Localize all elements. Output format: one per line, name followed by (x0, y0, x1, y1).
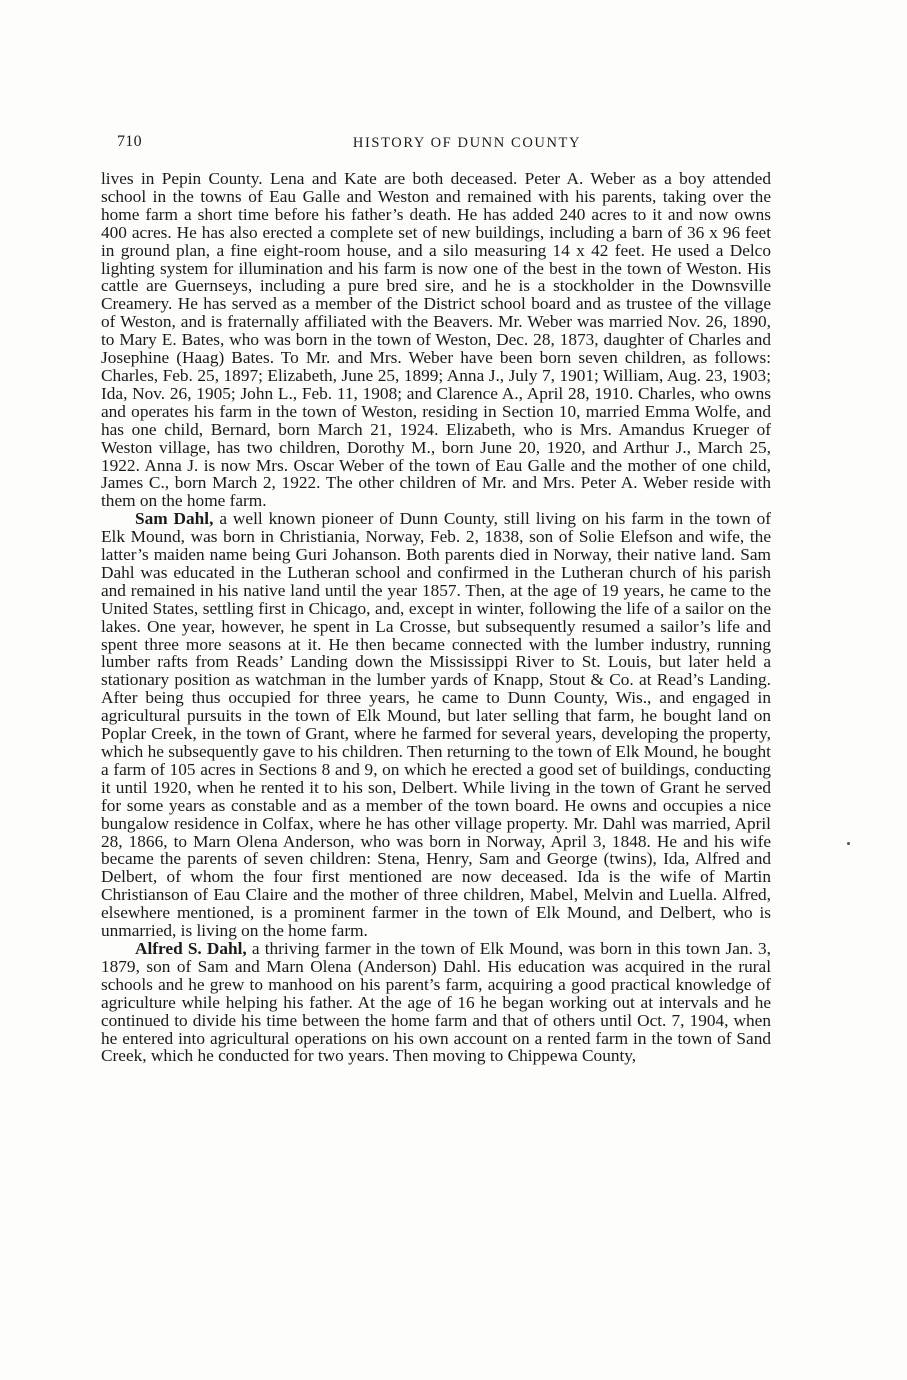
body-text (101, 170, 771, 1065)
page-number: 710 (117, 133, 142, 150)
paragraph-text: a thriving farmer in the town of Elk Mound, was born in this town Jan. 3, 1879, son of Sam and Marn Olena (Anderson) Dahl. His education was acquired in the rural schools and he grew to manhood on his parent’s farm, acquiring a good practical knowledge of agriculture while helping his father. At the age of 16 he began working out at intervals and he continued to divide his time between the home farm and that of others until Oct. 7, 1904, when he entered into agricultural operations on his own account on a rented farm in the town of Sand Creek, which he conducted for two years. Then moving to Chippewa County, (101, 938, 771, 1066)
running-title: HISTORY OF DUNN COUNTY (352, 135, 582, 151)
paragraph-lead-name: Sam Dahl, (135, 509, 214, 529)
paragraph-lead-name: Alfred S. Dahl, (135, 938, 247, 958)
paragraph-weber-family (101, 170, 771, 510)
paragraph-text: lives in Pepin County. Lena and Kate are both deceased. Peter A. Weber as a boy attended school in the towns of Eau Galle and Weston and remained with his parents, taking over the home farm a short time before his father’s death. He has added 240 acres to it and now owns 400 acres. He has also erected a complete set of new buildings, including a barn of 36 x 96 feet in ground plan, a fine eight-room house, and a silo measuring 14 x 42 feet. He used a Delco lighting system for illumination and his farm is now one of the best in the town of Weston. His cattle are Guernseys, including a pure bred sire, and he is a stockholder in the Downsville Creamery. He has served as a member of the District school board and as trustee of the village of Weston, and is fraternally affiliated with the Beavers. Mr. Weber was married Nov. 26, 1890, to Mary E. Bates, who was born in the town of Weston, Dec. 28, 1873, daughter of Charles and Josephine (Haag) Bates. To Mr. and Mrs. Weber have been born seven children, as follows: Charles, Feb. 25, 1897; Elizabeth, June 25, 1899; Anna J., July 7, 1901; William, Aug. 23, 1903; Ida, Nov. 26, 1905; John L., Feb. 11, 1908; and Clarence A., April 28, 1910. Charles, who owns and operates his farm in the town of Weston, residing in Section 10, married Emma Wolfe, and has one child, Bernard, born March 21, 1924. Elizabeth, who is Mrs. Amandus Krueger of Weston village, has two children, Dorothy M., born June 20, 1920, and Arthur J., March 25, 1922. Anna J. is now Mrs. Oscar Weber of the town of Eau Galle and the mother of one child, James C., born March 2, 1922. The other children of Mr. and Mrs. Peter A. Weber reside with them on the home farm. (101, 169, 771, 511)
paragraph-alfred-dahl (101, 940, 771, 1065)
page-header (117, 133, 777, 155)
paragraph-sam-dahl (101, 510, 771, 940)
paragraph-text: a well known pioneer of Dunn County, still living on his farm in the town of Elk Mound, was born in Christiania, Norway, Feb. 2, 1838, son of Solie Elefson and wife, the latter’s maiden name being Guri Johanson. Both parents died in Norway, their native land. Sam Dahl was educated in the Lutheran school and confirmed in the Lutheran church of his parish and remained in his native land until the year 1857. Then, at the age of 19 years, he came to the United States, settling first in Chicago, and, except in winter, following the life of a sailor on the lakes. One year, however, he spent in La Crosse, but subsequently resumed a sailor’s life and spent three more seasons at it. He then became connected with the lumber industry, running lumber rafts from Reads’ Landing down the Mississippi River to St. Louis, but later held a stationary position as watchman in the lumber yards of Knapp, Stout & Co. at Read’s Landing. After being thus occupied for three years, he came to Dunn County, Wis., and engaged in agricultural pursuits in the town of Elk Mound, but later selling that farm, he bought land on Poplar Creek, in the town of Grant, where he farmed for several years, developing the property, which he subsequently gave to his children. Then returning to the town of Elk Mound, he bought a farm of 105 acres in Sections 8 and 9, on which he erected a good set of buildings, conducting it until 1920, when he rented it to his son, Delbert. While living in the town of Grant he served for some years as constable and as a member of the town board. He owns and occupies a nice bungalow residence in Colfax, where he has other village property. Mr. Dahl was married, April 28, 1866, to Marn Olena Anderson, who was born in Norway, April 3, 1848. He and his wife became the parents of seven children: Stena, Henry, Sam and George (twins), Ida, Alfred and Delbert, of whom the four first mentioned are now deceased. Ida is the wife of Martin Christianson of Eau Claire and the mother of three children, Mabel, Melvin and Luella. Alfred, elsewhere mentioned, is a prominent farmer in the town of Elk Mound, and Delbert, who is unmarried, is living on the home farm. (101, 509, 771, 941)
ink-speck (847, 842, 850, 845)
